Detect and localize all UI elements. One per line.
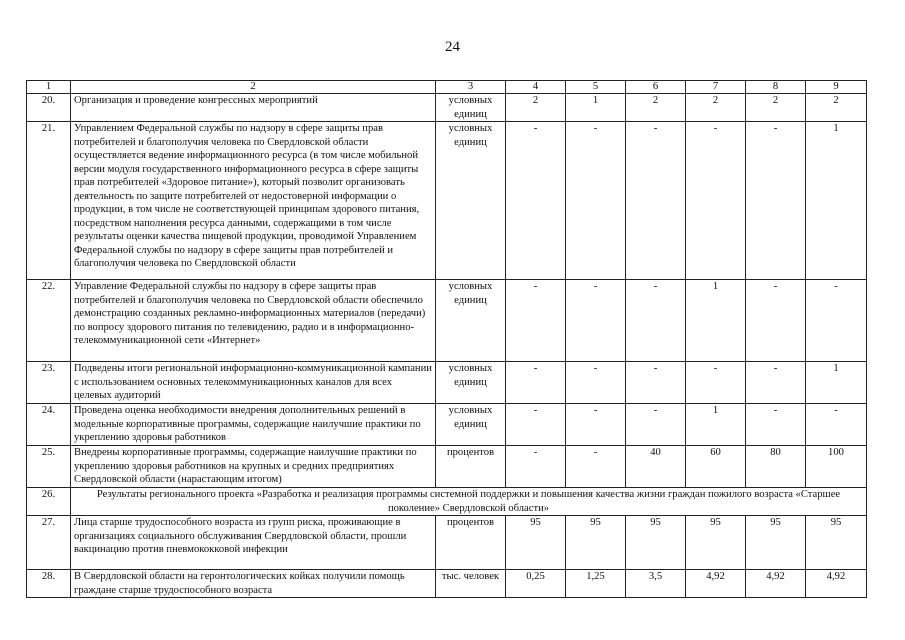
value-cell: -: [506, 362, 566, 404]
column-header: 7: [686, 81, 746, 94]
unit-cell: процентов: [436, 516, 506, 570]
value-cell: 1: [566, 94, 626, 122]
value-cell: 95: [746, 516, 806, 570]
value-cell: 95: [626, 516, 686, 570]
table-row: [27, 94, 867, 122]
value-cell: -: [626, 362, 686, 404]
row-number: 23.: [27, 362, 71, 404]
indicator-name: Внедрены корпоративные программы, содержащие наилучшие практики по укреплению здоровья работников на крупных и средних предприятиях Свердловской области (нарастающим итогом): [71, 446, 436, 488]
indicator-name: Подведены итоги региональной информационно-коммуникационной кампании с использованием основных телекоммуникационных каналов для всех целевых аудиторий: [71, 362, 436, 404]
value-cell: 95: [806, 516, 867, 570]
value-cell: 95: [506, 516, 566, 570]
row-number: 22.: [27, 280, 71, 362]
indicator-name: Проведена оценка необходимости внедрения дополнительных решений в модельные корпоративные программы, содержащие наилучшие практики по укреплению здоровья работников: [71, 404, 436, 446]
indicator-name: Управлением Федеральной службы по надзору в сфере защиты прав потребителей и благополучия человека по Свердловской области осуществляется ведение информационного ресурса (в том числе мобильной версии модуля государственного информационного ресурса в сфере защиты прав потребителей «Здоровое питание»), который позволит организовать деятельность по защите потребителей от недостоверной информации о продукции, в том числе не соответствующей принципам здорового питания, посредством наполнения ресурса данными, содержащими в том числе результаты оценки качества пищевой продукции, проводимой Управлением Федеральной службы по надзору в сфере защиты прав потребителей и благополучия человека по Свердловской области: [71, 122, 436, 280]
value-cell: 2: [806, 94, 867, 122]
value-cell: -: [686, 362, 746, 404]
value-cell: 4,92: [686, 570, 746, 598]
value-cell: 95: [686, 516, 746, 570]
value-cell: -: [626, 122, 686, 280]
value-cell: 2: [686, 94, 746, 122]
unit-cell: условных единиц: [436, 122, 506, 280]
row-number: 28.: [27, 570, 71, 598]
unit-cell: тыс. человек: [436, 570, 506, 598]
value-cell: -: [566, 122, 626, 280]
value-cell: -: [566, 446, 626, 488]
column-header: 2: [71, 81, 436, 94]
indicator-name: Управление Федеральной службы по надзору в сфере защиты прав потребителей и благополучия человека по Свердловской области обеспечило демонстрацию созданных рекламно-информационных материалов (передачи) по вопросу здорового питания по телевидению, радио и в информационно-телекоммуникационной сети «Интернет»: [71, 280, 436, 362]
table-row: [27, 488, 867, 516]
value-cell: 1: [686, 404, 746, 446]
value-cell: 60: [686, 446, 746, 488]
page-number: 24: [445, 39, 460, 55]
row-number: 24.: [27, 404, 71, 446]
value-cell: -: [506, 280, 566, 362]
value-cell: 80: [746, 446, 806, 488]
unit-cell: условных единиц: [436, 280, 506, 362]
row-number: 21.: [27, 122, 71, 280]
value-cell: 2: [746, 94, 806, 122]
column-number-header-row: [27, 81, 867, 94]
unit-cell: процентов: [436, 446, 506, 488]
row-number: 20.: [27, 94, 71, 122]
value-cell: -: [566, 280, 626, 362]
value-cell: 4,92: [806, 570, 867, 598]
column-header: 8: [746, 81, 806, 94]
column-header: 4: [506, 81, 566, 94]
value-cell: 3,5: [626, 570, 686, 598]
column-header: 5: [566, 81, 626, 94]
value-cell: -: [626, 404, 686, 446]
unit-cell: условных единиц: [436, 362, 506, 404]
column-header: 6: [626, 81, 686, 94]
unit-cell: условных единиц: [436, 94, 506, 122]
value-cell: 100: [806, 446, 867, 488]
table-row: [27, 446, 867, 488]
value-cell: -: [626, 280, 686, 362]
row-number: 27.: [27, 516, 71, 570]
table-row: [27, 362, 867, 404]
value-cell: -: [746, 280, 806, 362]
row-number: 26.: [27, 488, 71, 516]
value-cell: -: [746, 122, 806, 280]
value-cell: -: [506, 122, 566, 280]
value-cell: 1,25: [566, 570, 626, 598]
value-cell: 0,25: [506, 570, 566, 598]
indicators-table: [26, 80, 867, 598]
table-row: [27, 404, 867, 446]
value-cell: -: [566, 362, 626, 404]
table-row: [27, 122, 867, 280]
indicator-name: В Свердловской области на геронтологических койках получили помощь граждане старше трудоспособного возраста: [71, 570, 436, 598]
indicator-name: Лица старше трудоспособного возраста из групп риска, проживающие в организациях социального обслуживания Свердловской области, прошли вакцинацию против пневмококковой инфекции: [71, 516, 436, 570]
value-cell: -: [806, 280, 867, 362]
value-cell: 1: [686, 280, 746, 362]
indicator-name: Организация и проведение конгрессных мероприятий: [71, 94, 436, 122]
value-cell: 4,92: [746, 570, 806, 598]
value-cell: 1: [806, 362, 867, 404]
table-row: [27, 570, 867, 598]
value-cell: 1: [806, 122, 867, 280]
column-header: 3: [436, 81, 506, 94]
value-cell: -: [746, 362, 806, 404]
value-cell: -: [806, 404, 867, 446]
table-row: [27, 516, 867, 570]
value-cell: 95: [566, 516, 626, 570]
value-cell: 2: [626, 94, 686, 122]
value-cell: -: [686, 122, 746, 280]
section-heading: Результаты регионального проекта «Разработка и реализация программы системной поддержки и повышения качества жизни граждан пожилого возраста «Старшее поколение» Свердловской области»: [71, 488, 867, 516]
value-cell: -: [746, 404, 806, 446]
column-header: 1: [27, 81, 71, 94]
row-number: 25.: [27, 446, 71, 488]
column-header: 9: [806, 81, 867, 94]
value-cell: 2: [506, 94, 566, 122]
value-cell: -: [506, 446, 566, 488]
table-row: [27, 280, 867, 362]
value-cell: -: [506, 404, 566, 446]
value-cell: -: [566, 404, 626, 446]
unit-cell: условных единиц: [436, 404, 506, 446]
value-cell: 40: [626, 446, 686, 488]
